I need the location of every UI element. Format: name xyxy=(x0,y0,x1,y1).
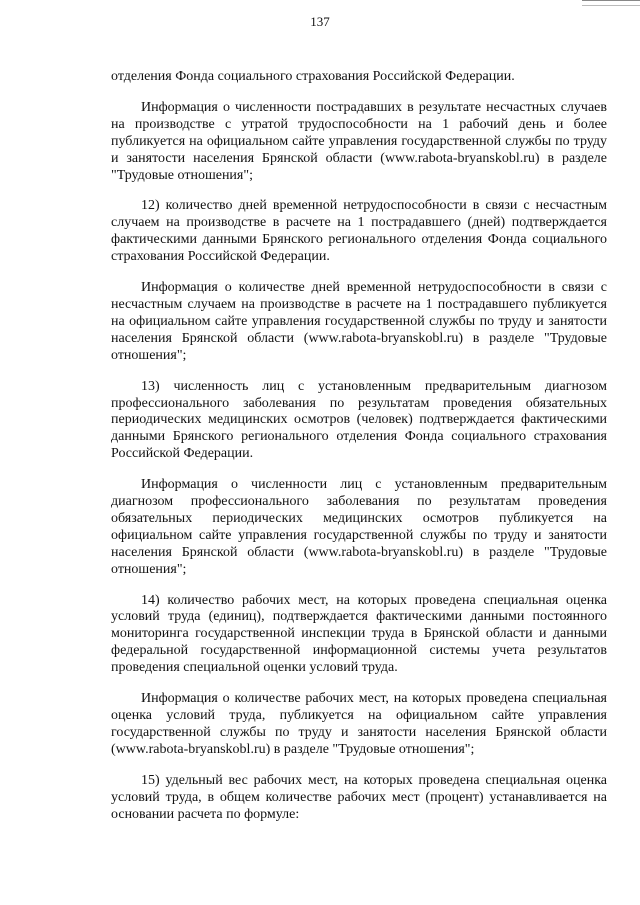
document-body xyxy=(111,69,607,823)
paragraph-continuation: отделения Фонда социального страхования Российской Федерации. xyxy=(111,69,515,84)
paragraph-item-12: 12) количество дней временной нетрудоспособности в связи с несчастным случаем на производстве в расчете на 1 пострадавшего (дней) подтверждается фактическими данными Брянского регионального отделения Фонда социального страхования Российской Федерации. xyxy=(111,198,607,265)
paragraph-info-workplaces: Информация о количестве рабочих мест, на которых проведена специальная оценка условий труда, публикуется на официальном сайте управления государственной службы по труду и занятости населения Брянской области (www.rabota-bryanskobl.ru) в разделе "Трудовые отношения"; xyxy=(111,691,607,757)
scan-edge-mark xyxy=(582,0,640,6)
paragraph-item-14: 14) количество рабочих мест, на которых проведена специальная оценка условий труда (единиц), подтверждается фактическими данными постоянного мониторинга государственной инспекции труда в Брянской области и данными федеральной государственной информационной системы учета результатов проведения специальной оценки условий труда. xyxy=(111,592,607,676)
paragraph-item-15: 15) удельный вес рабочих мест, на которых проведена специальная оценка условий труда, в общем количестве рабочих мест (процент) устанавливается на основании расчета по формуле: xyxy=(111,772,607,822)
paragraph-item-13: 13) численность лиц с установленным предварительным диагнозом профессионального заболевания по результатам проведения обязательных периодических медицинских осмотров (человек) подтверждается фактическими данными Брянского регионального отделения Фонда социального страхования Российской Федерации. xyxy=(111,378,607,462)
paragraph-info-injured-count: Информация о численности пострадавших в результате несчастных случаев на производстве с утратой трудоспособности на 1 рабочий день и более публикуется на официальном сайте управления государственной службы по труду и занятости населения Брянской области (www.rabota-bryanskobl.ru) в разделе "Трудовые отношения"; xyxy=(111,99,607,183)
page-number: 137 xyxy=(310,14,330,29)
paragraph-info-disability-days: Информация о количестве дней временной нетрудоспособности в связи с несчастным случаем на производстве в расчете на 1 пострадавшего публикуется на официальном сайте управления государственной службы по труду и занятости населения Брянской области (www.rabota-bryanskobl.ru) в разделе "Трудовые отношения"; xyxy=(111,280,607,363)
paragraph-info-diagnosis-count: Информация о численности лиц с установленным предварительным диагнозом профессионального заболевания по результатам проведения обязательных периодических медицинских осмотров публикуется на официальном сайте управления государственной службы по труду и занятости населения Брянской области (www.rabota-bryanskobl.ru) в разделе "Трудовые отношения"; xyxy=(111,477,607,577)
